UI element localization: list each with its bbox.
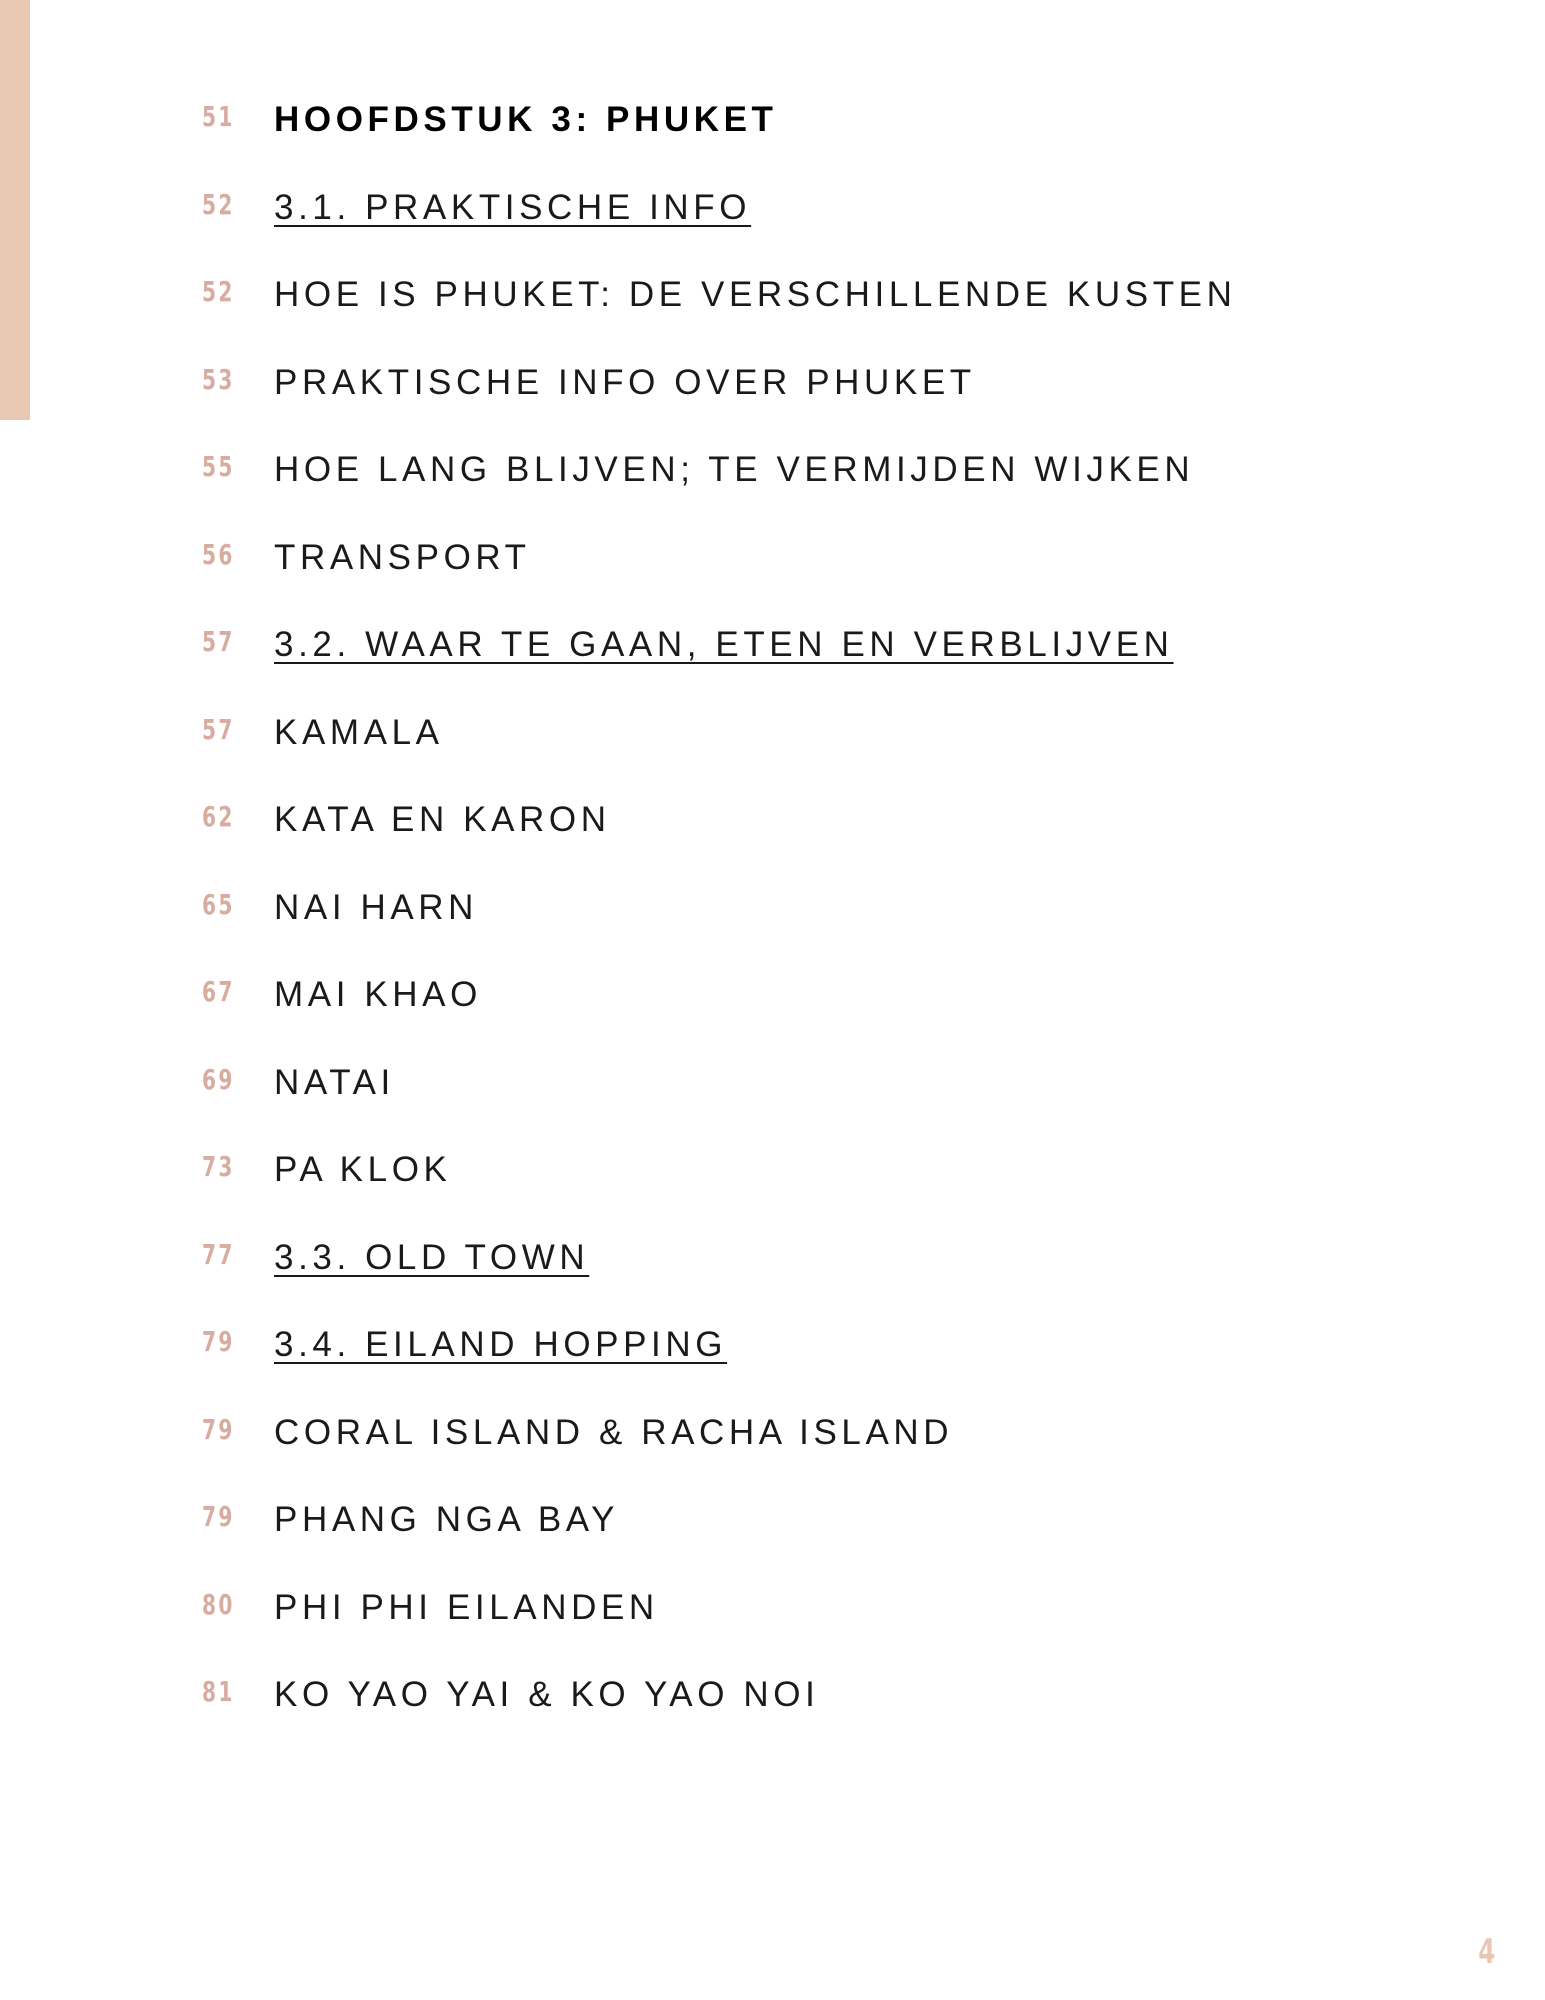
toc-entry[interactable]: [0, 1234, 1545, 1322]
toc-entry[interactable]: [0, 1671, 1545, 1759]
toc-section-title[interactable]: 3.3. OLD TOWN: [274, 1237, 590, 1277]
toc-item-title[interactable]: KO YAO YAI & KO YAO NOI: [274, 1675, 820, 1714]
toc-page-number: 69: [202, 1062, 235, 1096]
toc-page-number: 79: [202, 1500, 235, 1533]
toc-section-title[interactable]: 3.4. EILAND HOPPING: [274, 1325, 728, 1364]
toc-entry[interactable]: [0, 971, 1545, 1059]
toc-item-title[interactable]: NAI HARN: [274, 887, 479, 927]
toc-item-title[interactable]: PHANG NGA BAY: [274, 1500, 620, 1539]
toc-page-number: 81: [202, 1675, 235, 1708]
toc-page-number: 52: [202, 187, 235, 221]
toc-page-number: 73: [202, 1150, 235, 1183]
footer-page-number: 4: [1477, 1932, 1495, 1972]
toc-item-title[interactable]: HOE LANG BLIJVEN; TE VERMIJDEN WIJKEN: [274, 450, 1195, 489]
toc-entry[interactable]: [0, 1409, 1545, 1497]
toc-page-number: 57: [202, 625, 235, 658]
toc-item-title[interactable]: KATA EN KARON: [274, 800, 611, 839]
toc-entry[interactable]: [0, 884, 1545, 972]
toc-entry[interactable]: [0, 446, 1545, 534]
toc-entry[interactable]: [0, 359, 1545, 447]
toc-page-number: 67: [202, 975, 235, 1008]
toc-item-title[interactable]: PRAKTISCHE INFO OVER PHUKET: [274, 362, 976, 402]
toc-item-title[interactable]: PHI PHI EILANDEN: [274, 1587, 659, 1627]
toc-page-number: 55: [202, 450, 235, 483]
toc-page-number: 51: [202, 100, 235, 133]
toc-entry[interactable]: [0, 1146, 1545, 1234]
toc-section-title[interactable]: 3.2. WAAR TE GAAN, ETEN EN VERBLIJVEN: [274, 625, 1174, 664]
toc-page-number: 62: [202, 800, 235, 833]
toc-page-number: 79: [202, 1412, 235, 1446]
toc-entry[interactable]: [0, 1584, 1545, 1672]
toc-item-title[interactable]: HOE IS PHUKET: DE VERSCHILLENDE KUSTEN: [274, 275, 1237, 314]
toc-page-number: 77: [202, 1237, 235, 1271]
toc-entry[interactable]: [0, 96, 1545, 184]
toc-entry[interactable]: [0, 184, 1545, 272]
table-of-contents: [0, 96, 1545, 1759]
toc-item-title[interactable]: CORAL ISLAND & RACHA ISLAND: [274, 1412, 954, 1452]
toc-entry[interactable]: [0, 534, 1545, 622]
toc-page-number: 57: [202, 712, 235, 746]
toc-item-title[interactable]: TRANSPORT: [274, 537, 531, 577]
toc-item-title[interactable]: KAMALA: [274, 712, 444, 752]
toc-entry[interactable]: [0, 796, 1545, 884]
toc-entry[interactable]: [0, 271, 1545, 359]
toc-chapter-title[interactable]: HOOFDSTUK 3: PHUKET: [274, 100, 778, 139]
toc-item-title[interactable]: PA KLOK: [274, 1150, 452, 1189]
toc-item-title[interactable]: NATAI: [274, 1062, 395, 1102]
toc-page-number: 65: [202, 887, 235, 921]
toc-page-number: 52: [202, 275, 235, 308]
toc-entry[interactable]: [0, 1496, 1545, 1584]
toc-page-number: 56: [202, 537, 235, 571]
toc-entry[interactable]: [0, 1059, 1545, 1147]
toc-entry[interactable]: [0, 709, 1545, 797]
toc-page-number: 80: [202, 1587, 235, 1621]
toc-item-title[interactable]: MAI KHAO: [274, 975, 482, 1014]
toc-section-title[interactable]: 3.1. PRAKTISCHE INFO: [274, 187, 752, 227]
toc-entry[interactable]: [0, 1321, 1545, 1409]
toc-page-number: 79: [202, 1325, 235, 1358]
toc-page-number: 53: [202, 362, 235, 396]
toc-entry[interactable]: [0, 621, 1545, 709]
